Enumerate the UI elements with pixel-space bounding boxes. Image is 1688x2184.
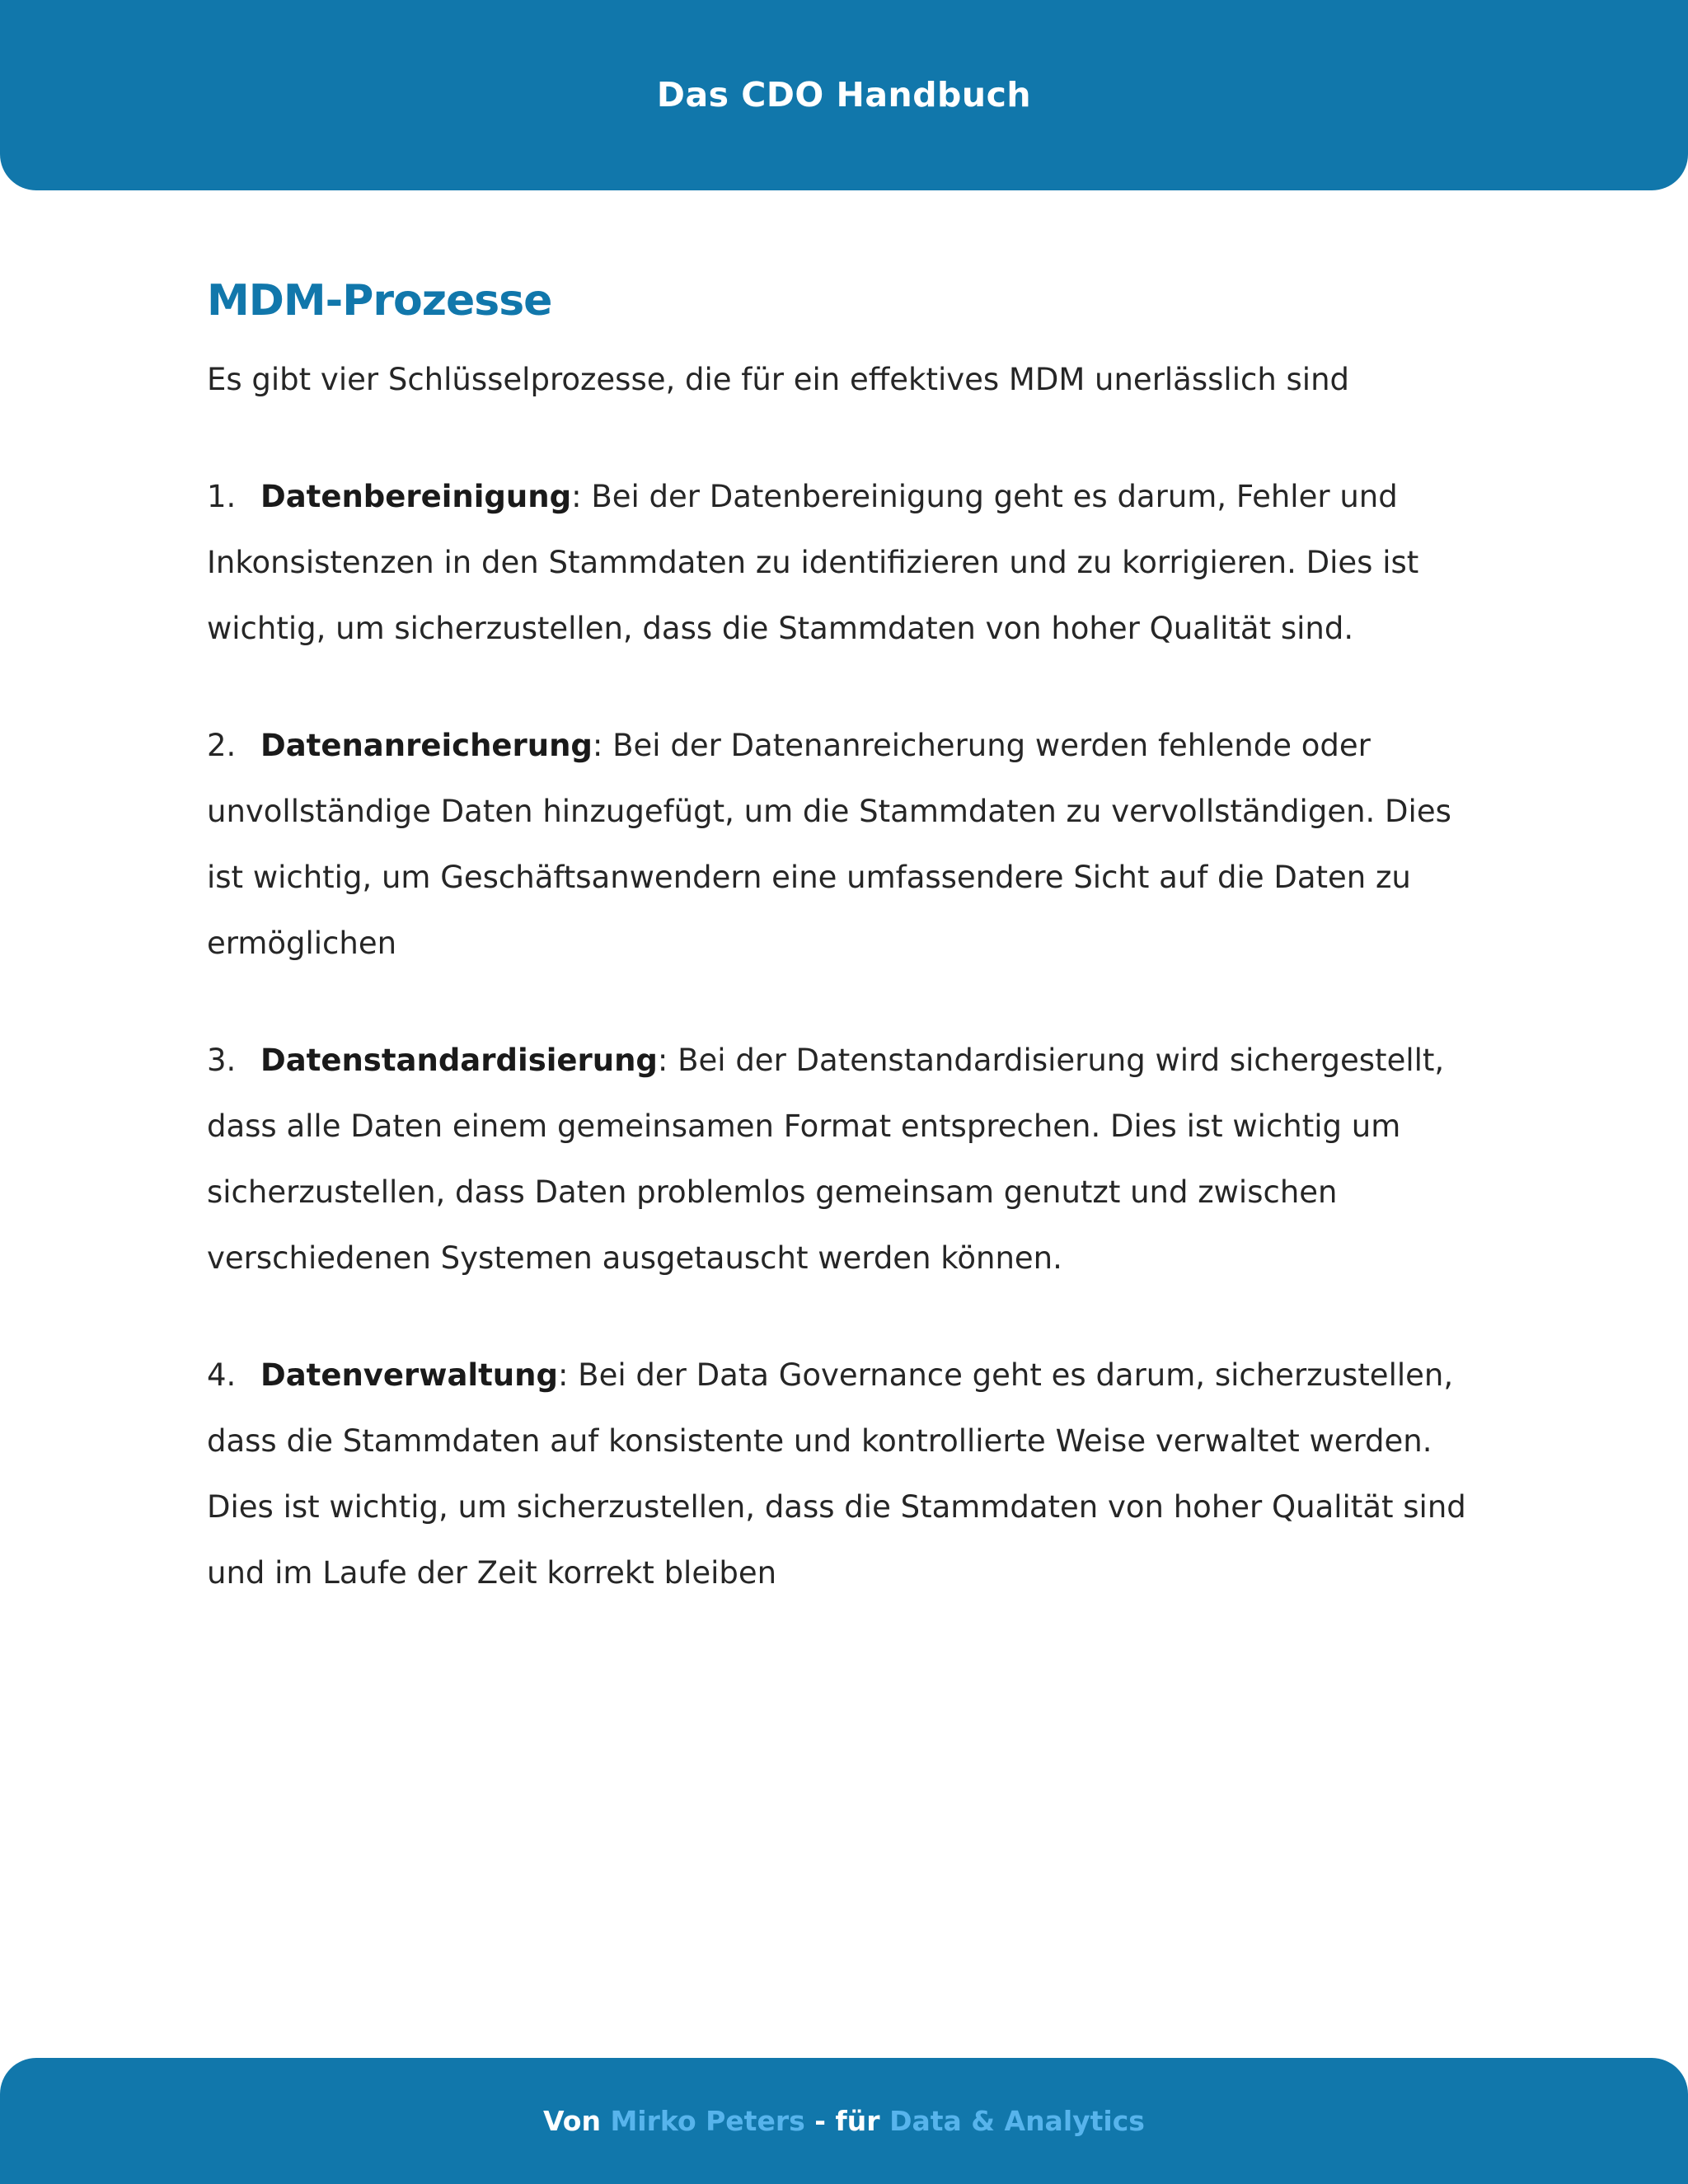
- list-item-number: 3.: [207, 1043, 237, 1078]
- list-item-term: Datenverwaltung: [260, 1357, 558, 1393]
- header-title: Das CDO Handbuch: [656, 75, 1032, 115]
- footer-publisher: Data & Analytics: [889, 2105, 1145, 2137]
- footer-prefix: Von: [543, 2105, 601, 2137]
- list-item-number: 1.: [207, 479, 237, 514]
- footer-separator: - für: [814, 2105, 880, 2137]
- list-item-text: : Bei der Datenbereinigung geht es darum, Fehler und Inkonsistenzen in den Stammdaten zu identifizieren und zu korrigieren. Dies ist wichtig, um sicherzustellen, dass die Stammdaten von hoher Qualität sind.: [207, 479, 1419, 646]
- list-item-text: : Bei der Datenanreicherung werden fehlende oder unvollständige Daten hinzugefügt, um die Stammdaten zu vervollständigen. Dies ist wichtig, um Geschäftsanwendern eine umfassendere Sicht auf die Daten zu ermöglichen: [207, 728, 1451, 961]
- footer-author: Mirko Peters: [610, 2105, 805, 2137]
- list-item-datenbereinigung: [207, 464, 1493, 662]
- page-footer: [0, 2058, 1688, 2184]
- list-item-number: 4.: [207, 1357, 237, 1393]
- section-title: MDM-Prozesse: [207, 276, 552, 326]
- intro-text: Es gibt vier Schlüsselprozesse, die für ein effektives MDM unerlässlich sind: [207, 362, 1350, 397]
- footer-credit: [0, 2058, 1688, 2184]
- list-item-datenstandardisierung: [207, 1028, 1493, 1291]
- list-item-text: : Bei der Datenstandardisierung wird sichergestellt, dass alle Daten einem gemeinsamen Format entsprechen. Dies ist wichtig um sicherzustellen, dass Daten problemlos gemeinsam genutzt und zwischen verschiedenen Systemen ausgetauscht werden können.: [207, 1043, 1445, 1276]
- list-item-term: Datenstandardisierung: [260, 1043, 658, 1078]
- page-header: [0, 0, 1688, 190]
- main-content: [207, 268, 1493, 1606]
- list-item-datenverwaltung: [207, 1343, 1493, 1606]
- list-item-text: : Bei der Data Governance geht es darum, sicherzustellen, dass die Stammdaten auf konsistente und kontrollierte Weise verwaltet werden. Dies ist wichtig, um sicherzustellen, dass die Stammdaten von hoher Qualität sind und im Laufe der Zeit korrekt bleiben: [207, 1357, 1466, 1591]
- list-item-datenanreicherung: [207, 713, 1493, 977]
- list-item-number: 2.: [207, 728, 237, 763]
- list-item-term: Datenanreicherung: [260, 728, 593, 763]
- list-item-term: Datenbereinigung: [260, 479, 572, 514]
